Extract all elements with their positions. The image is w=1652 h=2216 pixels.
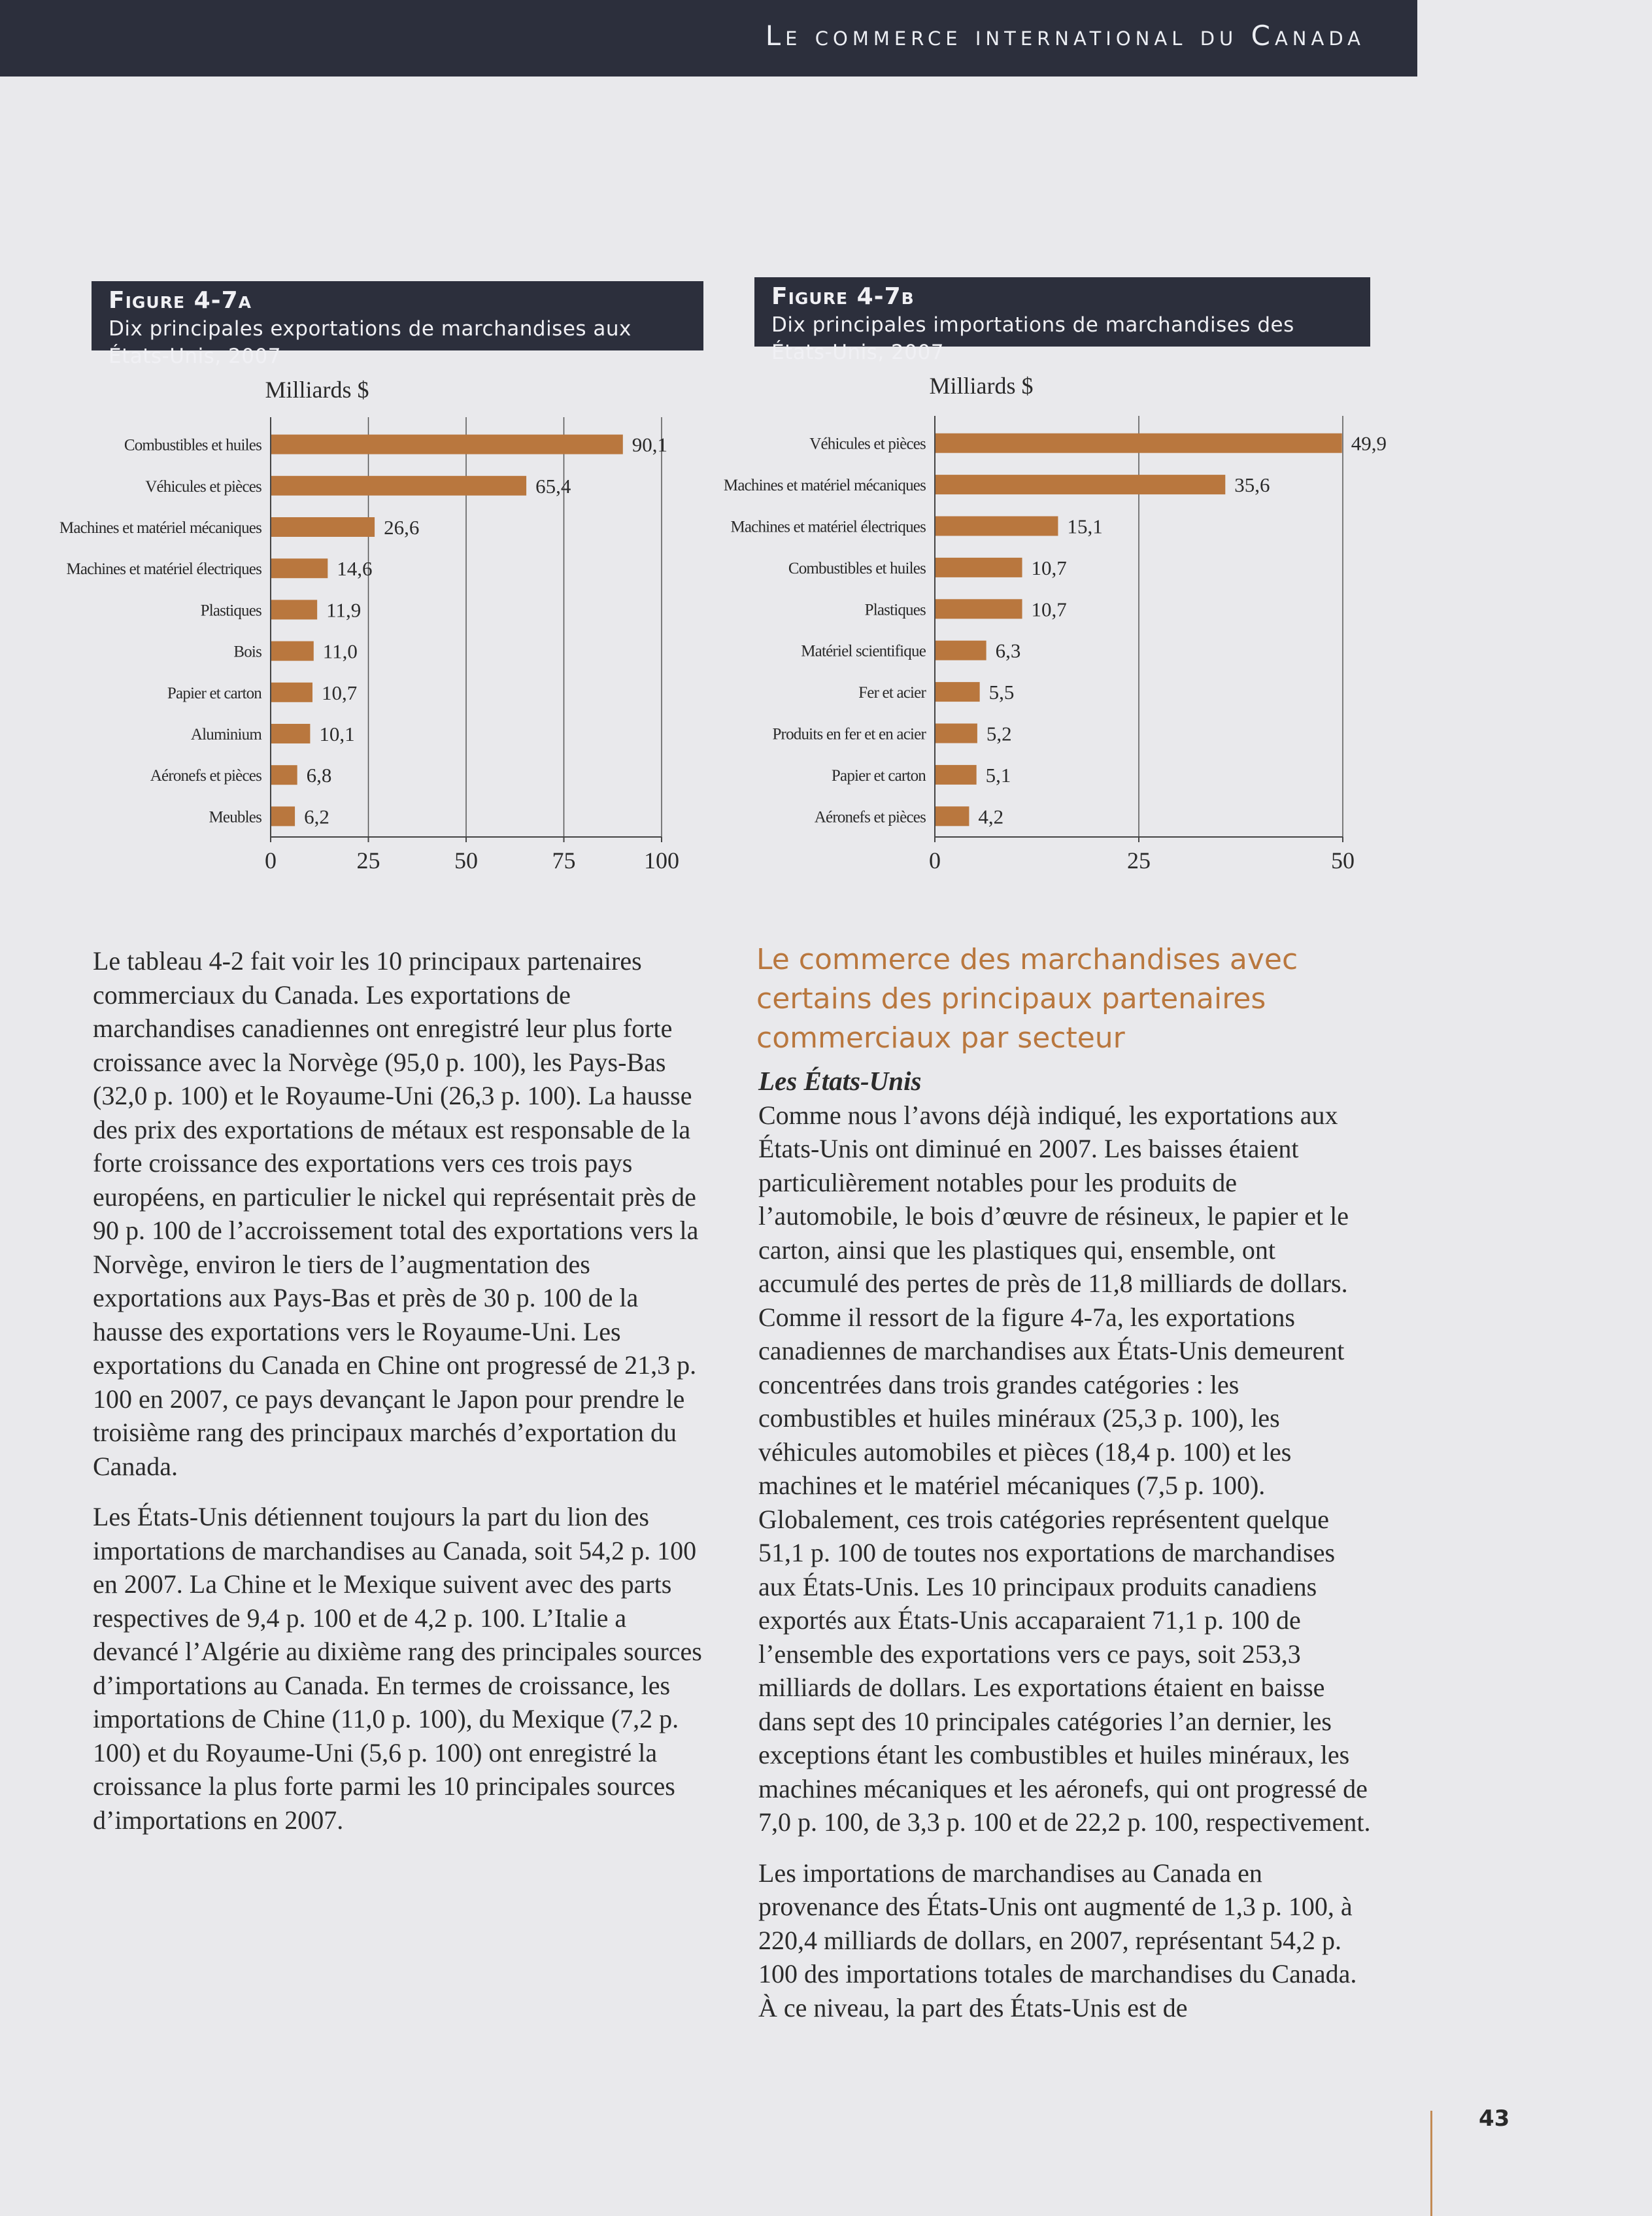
bar	[936, 517, 1058, 536]
category-label: Fer et acier	[858, 684, 926, 702]
chart-imports-from-us	[719, 353, 1477, 902]
category-label: Plastiques	[864, 601, 926, 619]
category-label: Papier et carton	[831, 766, 926, 785]
bar	[936, 724, 977, 743]
value-label: 5,5	[988, 681, 1015, 704]
right-column	[758, 1065, 1374, 2024]
value-label: 90,1	[632, 433, 668, 456]
value-label: 6,2	[304, 805, 329, 828]
value-label: 14,6	[337, 557, 373, 581]
subheading-us: Les États-Unis	[758, 1066, 922, 1096]
bar	[271, 558, 328, 578]
category-label: Véhicules et pièces	[145, 477, 261, 496]
category-label: Bois	[233, 643, 261, 661]
category-label: Machines et matériel mécaniques	[723, 477, 926, 495]
x-tick-label: 50	[1331, 847, 1355, 874]
value-label: 4,2	[978, 805, 1004, 828]
category-label: Machines et matériel électriques	[66, 560, 261, 579]
running-header-title: Le commerce international du Canada	[765, 20, 1365, 52]
category-label: Produits en fer et en acier	[772, 725, 926, 743]
category-label: Aluminium	[190, 726, 261, 743]
bar	[271, 724, 310, 743]
figure-b-caption-box	[754, 277, 1370, 364]
category-label: Plastiques	[200, 602, 261, 620]
category-label: Papier et carton	[167, 684, 261, 702]
bar	[936, 599, 1022, 619]
value-label: 35,6	[1234, 473, 1270, 497]
bar	[271, 806, 295, 826]
x-axis-unit-label: Milliards $	[265, 377, 369, 403]
value-label: 10,7	[321, 681, 358, 704]
x-tick-label: 75	[552, 847, 576, 874]
chart-exports-to-us	[0, 353, 758, 902]
page-header-band	[0, 0, 1417, 77]
bar	[271, 517, 375, 537]
bar	[271, 683, 312, 702]
bar	[936, 641, 986, 660]
value-label: 11,0	[322, 639, 358, 663]
bar	[936, 765, 977, 785]
category-label: Meubles	[209, 808, 261, 827]
x-tick-label: 25	[356, 847, 380, 874]
bar	[271, 765, 297, 785]
left-paragraph-1: Le tableau 4-2 fait voir les 10 principaux partenaires commerciaux du Canada. Les exportations de marchandises canadiennes ont enregistré leur plus forte croissance avec la Norvège (95,0 p. 100), les Pays-Bas (32,0 p. 100) et le Royaume-Uni (26,3 p. 100). La hausse des prix des exportations de métaux est responsable de la forte croissance des exportations vers ces trois pays européens, en particulier le nickel qui représentait près de 90 p. 100 de l’accroissement total des exportations vers la Norvège, environ le tiers de l’augmentation des exportations aux Pays-Bas et près de 30 p. 100 de la hausse des exportations vers le Royaume-Uni. Les exportations du Canada en Chine ont progressé de 21,3 p. 100 en 2007, ce pays devançant le Japon pour prendre le troisième rang des principaux marchés d’exportation du Canada.	[93, 946, 699, 1481]
value-label: 49,9	[1351, 432, 1387, 455]
category-label: Machines et matériel électriques	[730, 518, 926, 536]
category-label: Aéronefs et pièces	[814, 808, 926, 827]
bar	[936, 682, 980, 702]
value-label: 26,6	[384, 516, 420, 539]
left-paragraph-2: Les États-Unis détiennent toujours la part du lion des importations de marchandises au Canada, soit 54,2 p. 100 en 2007. La Chine et le Mexique suivent avec des parts respectives de 9,4 p. 100 et de 4,2 p. 100. L’Italie a devancé l’Algérie au dixième rang des principales sources d’importations au Canada. En termes de croissance, les importations de Chine (11,0 p. 100), du Mexique (7,2 p. 100) et du Royaume-Uni (5,6 p. 100) ont enregistré la croissance la plus forte parmi les 10 principales sources d’importations en 2007.	[93, 1502, 702, 1835]
bar	[271, 641, 314, 661]
value-label: 5,2	[986, 722, 1012, 745]
x-tick-label: 0	[929, 847, 941, 874]
figure-a-caption-box	[92, 281, 703, 368]
category-label: Combustibles et huiles	[124, 436, 261, 454]
page-number: 43	[1479, 2105, 1510, 2132]
bar	[271, 435, 623, 454]
x-tick-label: 0	[265, 847, 277, 874]
value-label: 11,9	[326, 598, 362, 622]
x-axis-unit-label: Milliards $	[929, 373, 1034, 399]
figure-b-label: Figure 4-7b	[771, 283, 915, 310]
bar	[936, 806, 969, 826]
value-label: 10,7	[1031, 598, 1067, 621]
category-label: Machines et matériel mécaniques	[59, 519, 261, 537]
value-label: 6,8	[306, 764, 332, 787]
category-label: Matériel scientifique	[801, 642, 926, 660]
right-paragraph-1: Comme nous l’avons déjà indiqué, les exportations aux États-Unis ont diminué en 2007. Les baisses étaient particulièrement notables pour les produits de l’automobile, le bois d’œuvre de résineux, le papier et le carton, ainsi que les plastiques qui, ensemble, ont accumulé des pertes de près de 11,8 milliards de dollars. Comme il ressort de la figure 4-7a, les exportations canadiennes de marchandises aux États-Unis demeurent concentrées dans trois grandes catégories : les combustibles et huiles minéraux (25,3 p. 100), les véhicules automobiles et pièces (18,4 p. 100) et les machines et le matériel mécaniques (7,5 p. 100). Globalement, ces trois catégories représentent quelque 51,1 p. 100 de toutes nos exportations de marchandises aux États-Unis. Les 10 principaux produits canadiens exportés aux États-Unis accaparaient 71,1 p. 100 de l’ensemble des exportations vers ce pays, soit 253,3 milliards de dollars. Les exportations étaient en baisse dans sept des 10 principales catégories l’an dernier, les exceptions étant les combustibles et huiles minéraux, les machines mécaniques et les aéronefs, qui ont progressé de 7,0 p. 100, de 3,3 p. 100 et de 22,2 p. 100, respectivement.	[758, 1100, 1371, 1837]
bar	[936, 475, 1225, 494]
left-column	[93, 944, 707, 1837]
right-paragraph-2: Les importations de marchandises au Canada en provenance des États-Unis ont augmenté de 1,3 p. 100, à 220,4 milliards de dollars, en 2007, représentant 54,2 p. 100 des importations totales de marchandises du Canada. À ce niveau, la part des États-Unis est de	[758, 1858, 1357, 2022]
bar	[936, 558, 1022, 577]
bar	[271, 600, 317, 619]
value-label: 10,7	[1031, 556, 1067, 579]
category-label: Aéronefs et pièces	[150, 767, 261, 785]
value-label: 5,1	[985, 763, 1011, 787]
bar	[936, 434, 1342, 453]
value-label: 65,4	[535, 474, 571, 498]
figure-a-caption: Dix principales exportations de marchandises aux États-Unis, 2007	[109, 317, 632, 368]
figure-a-label: Figure 4-7a	[109, 287, 252, 314]
x-tick-label: 25	[1127, 847, 1151, 874]
figure-b-caption: Dix principales importations de marchandises des États-Unis, 2007	[771, 313, 1294, 364]
x-tick-label: 100	[644, 847, 679, 874]
section-heading: Le commerce des marchandises avec certains des principaux partenaires commerciaux par secteur	[756, 943, 1298, 1055]
page-number-rule	[1430, 2111, 1432, 2216]
value-label: 10,1	[319, 723, 355, 745]
value-label: 15,1	[1067, 515, 1103, 538]
bar	[271, 476, 526, 496]
category-label: Combustibles et huiles	[788, 559, 926, 577]
category-label: Véhicules et pièces	[809, 435, 926, 453]
x-tick-label: 50	[454, 847, 478, 874]
value-label: 6,3	[995, 639, 1021, 662]
